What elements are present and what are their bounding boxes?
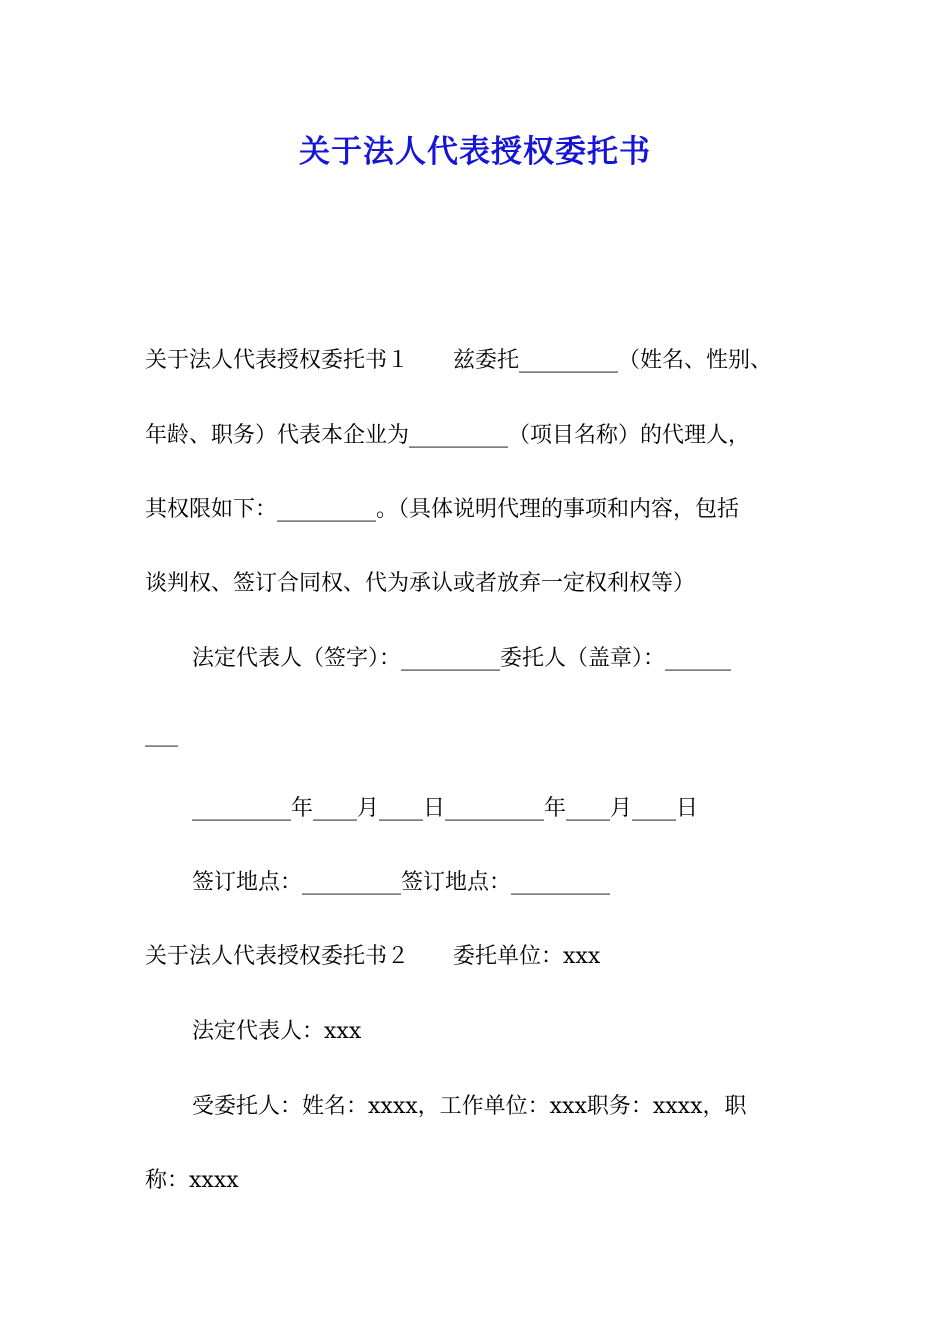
section-2-heading-line: 关于法人代表授权委托书２ 委托单位：xxx <box>145 944 601 969</box>
date-line: _________年____月____日_________年____月____日 <box>192 796 699 821</box>
trustee-line: 受委托人：姓名：xxxx，工作单位：xxx职务：xxxx，职 <box>192 1094 747 1119</box>
trustee-title-line: 称：xxxx <box>145 1168 239 1193</box>
paragraph-line-1: 关于法人代表授权委托书１ 兹委托_________（姓名、性别、 <box>145 348 773 373</box>
legal-representative-line: 法定代表人：xxx <box>192 1019 362 1044</box>
signing-place-line: 签订地点：_________签订地点：_________ <box>192 870 611 895</box>
paragraph-line-2: 年龄、职务）代表本企业为_________（项目名称）的代理人， <box>145 423 751 448</box>
document-title: 关于法人代表授权委托书 <box>299 134 651 170</box>
signature-line-continued: ___ <box>145 722 178 747</box>
paragraph-line-4: 谈判权、签订合同权、代为承认或者放弃一定权利权等） <box>145 571 696 596</box>
paragraph-line-3: 其权限如下：_________。（具体说明代理的事项和内容，包括 <box>145 497 740 522</box>
signature-line: 法定代表人（签字）：_________委托人（盖章）：______ <box>192 646 732 671</box>
